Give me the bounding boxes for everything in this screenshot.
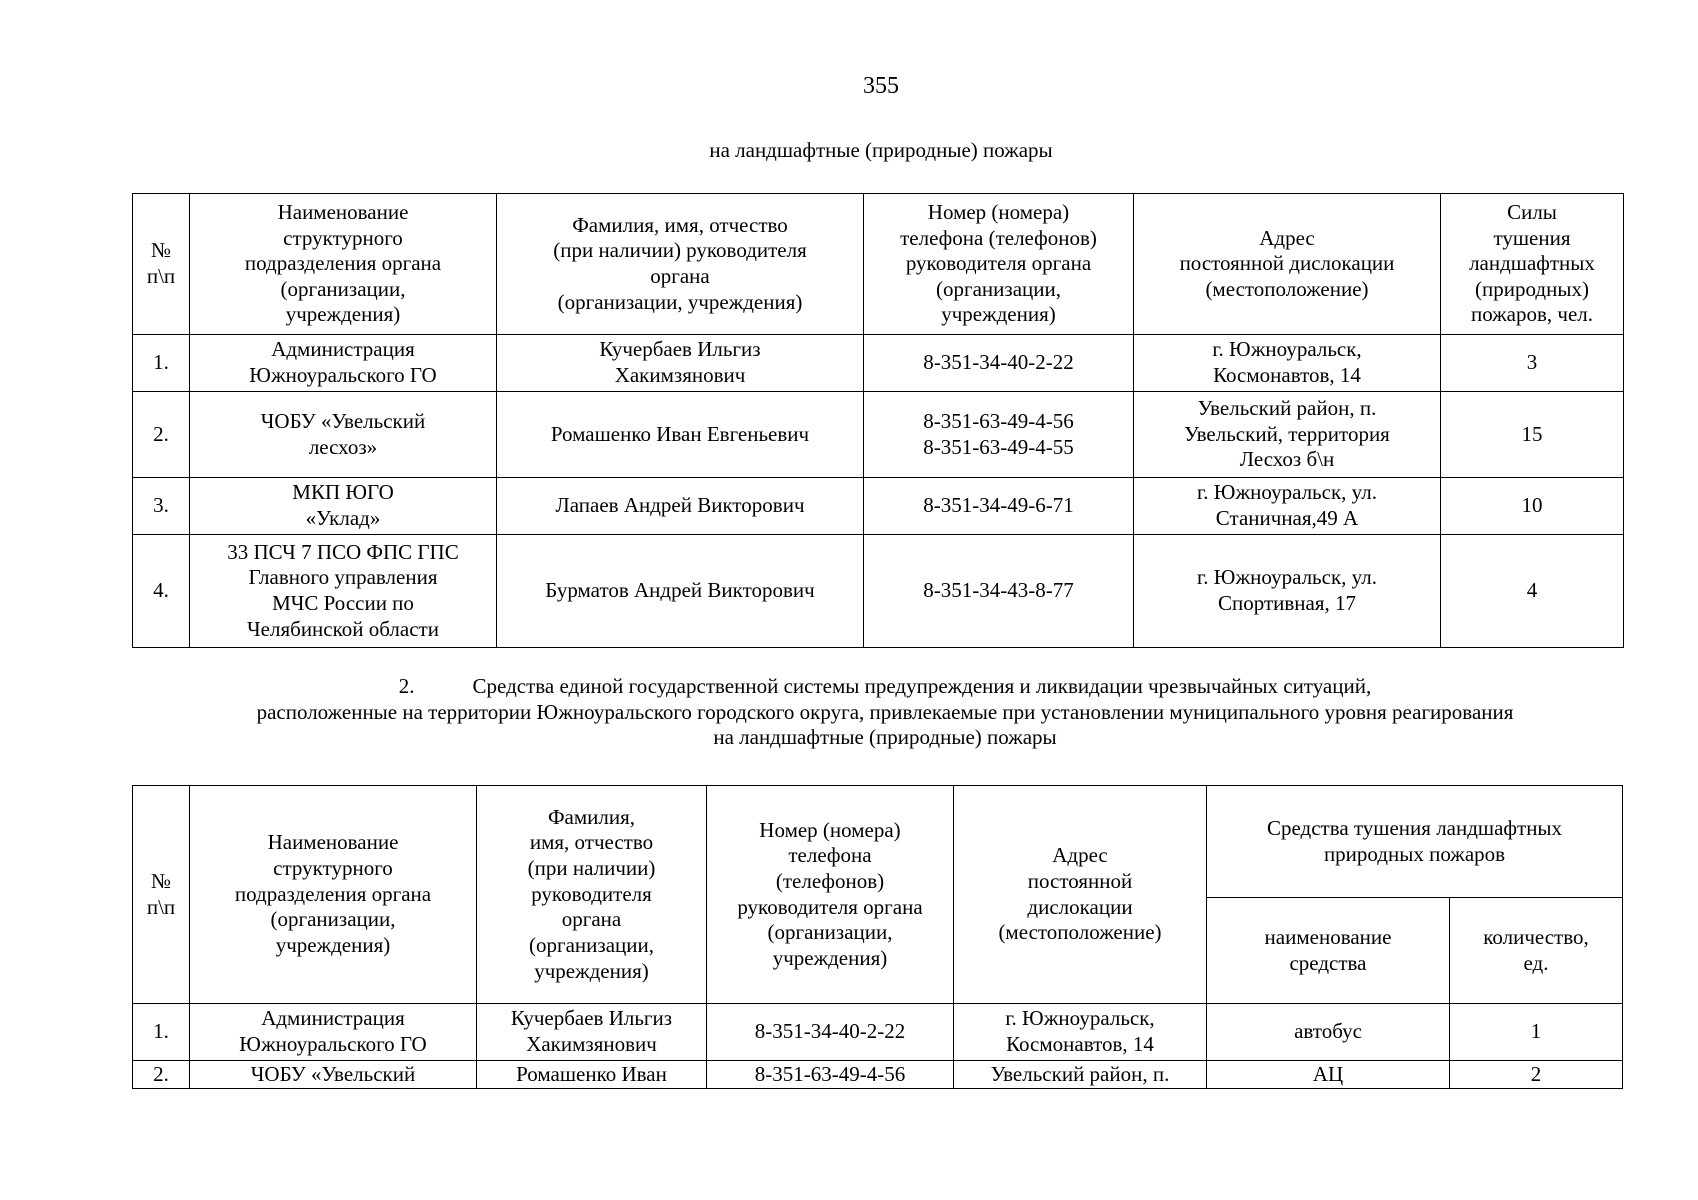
table-cell <box>133 1004 190 1061</box>
cell-line: 8-351-34-40-2-22 <box>923 350 1074 375</box>
table-row <box>133 392 1624 478</box>
table-cell <box>707 1061 954 1089</box>
table2-caption-line3: на ландшафтные (природные) пожары <box>713 725 1057 750</box>
cell-line: Главного управления <box>248 565 438 590</box>
cell-line: Фамилия, имя, отчество <box>572 212 788 237</box>
cell-line: постоянной дислокации <box>1179 251 1395 276</box>
cell-line: (организации, <box>767 920 893 945</box>
cell-line: г. Южноуральск, <box>1212 337 1362 362</box>
table-cell <box>1207 1004 1450 1061</box>
cell-line: подразделения органа <box>234 881 432 906</box>
cell-line: Администрация <box>261 1006 405 1031</box>
cell-line: (местоположение) <box>998 920 1162 945</box>
cell-line: Южноуральского ГО <box>249 363 437 387</box>
table2-caption-line2: расположенные на территории Южноуральского городского округа, привлекаемые при установлении муниципального уровня реагирования <box>256 699 1514 724</box>
table-cell <box>864 478 1134 535</box>
cell-line: ЧОБУ «Увельский <box>250 1061 416 1086</box>
table2-header-cell <box>954 786 1207 1004</box>
cell-line: Космонавтов, 14 <box>1006 1032 1154 1056</box>
cell-line: г. Южноуральск, <box>1005 1006 1155 1031</box>
cell-line: Наименование <box>267 830 399 855</box>
cell-line: Лесхоз б\н <box>1239 447 1335 472</box>
cell-line: (организации, учреждения) <box>557 289 803 314</box>
cell-line: тушения <box>1493 225 1571 250</box>
cell-line: 1. <box>153 350 169 375</box>
cell-line: МКП ЮГО <box>292 480 394 505</box>
table1-header-cell <box>864 194 1134 335</box>
table-cell <box>133 392 190 478</box>
table2-header-cell <box>707 786 954 1004</box>
table-cell <box>1441 535 1624 648</box>
table-cell <box>133 535 190 648</box>
table-cell <box>190 1061 477 1089</box>
table-cell <box>1134 392 1441 478</box>
cell-line: 8-351-34-49-6-71 <box>923 493 1074 518</box>
cell-line: Челябинской области <box>247 616 439 641</box>
table-cell <box>497 392 864 478</box>
cell-line: 8-351-63-49-4-56 <box>754 1061 906 1086</box>
table2-subheader-cell <box>1450 898 1623 1004</box>
table-row <box>133 535 1624 648</box>
table-row <box>133 1061 1623 1089</box>
cell-line: АЦ <box>1312 1061 1344 1086</box>
cell-line: 2. <box>153 421 169 446</box>
table-cell <box>1441 335 1624 392</box>
table-cell <box>1450 1061 1623 1089</box>
table1-header-cell <box>190 194 497 335</box>
cell-line: средства <box>1289 950 1367 975</box>
cell-line: ландшафтных <box>1469 251 1595 276</box>
table-cell <box>864 392 1134 478</box>
cell-line: структурного <box>283 225 403 250</box>
table-cell <box>190 392 497 478</box>
cell-line: 2 <box>1530 1061 1542 1086</box>
cell-line: 4 <box>1526 578 1538 603</box>
cell-line: учреждения) <box>772 945 888 970</box>
cell-line: учреждения) <box>285 302 401 327</box>
table-cell <box>1450 1004 1623 1061</box>
cell-line: Номер (номера) <box>759 817 901 842</box>
table-cell <box>954 1004 1207 1061</box>
table1-header-cell <box>133 194 190 335</box>
table-cell <box>133 1061 190 1089</box>
table-row <box>133 335 1624 392</box>
table-cell <box>1134 535 1441 648</box>
cell-line: 33 ПСЧ 7 ПСО ФПС ГПС <box>227 539 459 564</box>
cell-line: имя, отчество <box>529 830 654 855</box>
table-cell <box>477 1061 707 1089</box>
table-cell <box>497 335 864 392</box>
cell-line: 8-351-34-43-8-77 <box>923 578 1074 603</box>
cell-line: Номер (номера) <box>927 199 1070 224</box>
table2-header-cell <box>477 786 707 1004</box>
cell-line: подразделения органа <box>244 251 442 276</box>
table-cell <box>707 1004 954 1061</box>
cell-line: Увельский район, п. <box>990 1061 1170 1086</box>
cell-line: природных пожаров <box>1323 841 1506 866</box>
page-number: 355 <box>863 73 899 99</box>
cell-line: № <box>150 868 172 893</box>
table-cell <box>497 478 864 535</box>
cell-line: постоянной <box>1027 868 1133 893</box>
cell-line: 8-351-63-49-4-55 <box>923 434 1074 459</box>
table2-header-cell <box>133 786 190 1004</box>
table-cell <box>190 478 497 535</box>
table1-caption: на ландшафтные (природные) пожары <box>709 138 1053 162</box>
table-cell <box>1441 478 1624 535</box>
cell-line: автобус <box>1294 1019 1362 1044</box>
cell-line: Фамилия, <box>547 804 636 829</box>
table1-header-cell <box>1441 194 1624 335</box>
table1-header-row <box>133 194 1624 335</box>
cell-line: Ромашенко Иван Евгеньевич <box>550 421 810 446</box>
cell-line: п\п <box>146 264 176 288</box>
cell-line: 15 <box>1521 421 1543 446</box>
section-number: 2. <box>398 674 415 698</box>
table-cell <box>497 535 864 648</box>
cell-line: г. Южноуральск, ул. <box>1197 480 1377 505</box>
cell-line: 3. <box>153 493 169 518</box>
cell-line: Хакимзянович <box>614 363 746 387</box>
cell-line: г. Южноуральск, ул. <box>1197 565 1377 590</box>
cell-line: руководителя органа <box>905 251 1092 276</box>
table-cell <box>190 535 497 648</box>
cell-line: Адрес <box>1052 843 1108 868</box>
cell-line: ед. <box>1523 950 1549 975</box>
cell-line: (телефонов) <box>775 868 885 893</box>
cell-line: 1. <box>153 1019 169 1044</box>
cell-line: Космонавтов, 14 <box>1213 363 1361 387</box>
cell-line: Хакимзянович <box>526 1032 657 1056</box>
cell-line: Силы <box>1507 199 1557 224</box>
cell-line: 8-351-63-49-4-56 <box>923 408 1074 433</box>
cell-line: «Уклад» <box>305 506 381 530</box>
table-cell <box>864 335 1134 392</box>
cell-line: учреждения) <box>941 302 1056 327</box>
table-cell <box>477 1004 707 1061</box>
table2-subheader-cell <box>1207 898 1450 1004</box>
cell-line: наименование <box>1264 924 1392 949</box>
table-cell <box>1207 1061 1450 1089</box>
table-cell <box>133 478 190 535</box>
cell-line: 3 <box>1526 350 1538 375</box>
cell-line: 1 <box>1530 1019 1542 1044</box>
table2-group-header <box>1207 786 1623 898</box>
cell-line: Станичная,49 А <box>1215 506 1359 530</box>
cell-line: Кучербаев Ильгиз <box>510 1006 673 1031</box>
cell-line: № <box>150 238 172 263</box>
cell-line: учреждения) <box>534 958 649 983</box>
table-1 <box>132 193 1624 648</box>
cell-line: 10 <box>1521 493 1543 518</box>
cell-line: Увельский район, п. <box>1197 396 1377 421</box>
cell-line: 8-351-34-40-2-22 <box>754 1019 906 1044</box>
cell-line: пожаров, чел. <box>1470 302 1594 327</box>
cell-line: лесхоз» <box>308 434 378 459</box>
cell-line: п\п <box>146 894 176 919</box>
cell-line: (природных) <box>1475 276 1589 301</box>
table-cell <box>1134 335 1441 392</box>
cell-line: Спортивная, 17 <box>1217 591 1357 615</box>
table-cell <box>190 335 497 392</box>
table-2 <box>132 785 1623 1089</box>
table-cell <box>954 1061 1207 1089</box>
cell-line: Ромашенко Иван <box>516 1061 667 1086</box>
cell-line: Лапаев Андрей Викторович <box>555 493 805 518</box>
cell-line: Южноуральского ГО <box>239 1032 427 1056</box>
table2-header-cell <box>190 786 477 1004</box>
cell-line: органа <box>650 264 710 288</box>
cell-line: Средства тушения ландшафтных <box>1266 815 1563 840</box>
cell-line: структурного <box>273 856 393 881</box>
table-cell <box>1134 478 1441 535</box>
cell-line: Увельский, территория <box>1184 421 1390 446</box>
cell-line: (местоположение) <box>1205 276 1369 301</box>
cell-line: (организации, <box>529 932 654 957</box>
cell-line: руководителя органа <box>737 894 923 919</box>
cell-line: Администрация <box>271 337 415 362</box>
table2-header-row <box>133 786 1623 898</box>
cell-line: Адрес <box>1259 225 1315 250</box>
table-cell <box>1441 392 1624 478</box>
table-cell <box>133 335 190 392</box>
cell-line: органа <box>561 907 622 932</box>
cell-line: количество, <box>1483 924 1589 949</box>
table1-body <box>133 335 1624 648</box>
table-cell <box>190 1004 477 1061</box>
cell-line: Наименование <box>277 199 409 224</box>
cell-line: 4. <box>153 578 169 603</box>
table1-header-cell <box>1134 194 1441 335</box>
cell-line: руководителя <box>531 881 652 906</box>
cell-line: учреждения) <box>275 932 391 957</box>
cell-line: (при наличии) <box>527 856 656 881</box>
table-row <box>133 1004 1623 1061</box>
table-cell <box>864 535 1134 648</box>
table1-header-cell <box>497 194 864 335</box>
table2-caption-line1: 2. Средства единой государственной системы предупреждения и ликвидации чрезвычайных ситуаций, <box>398 674 1372 698</box>
cell-line: телефона (телефонов) <box>900 225 1097 250</box>
table2-body <box>133 1004 1623 1089</box>
table2-caption <box>150 674 1620 751</box>
cell-line: (при наличии) руководителя <box>553 238 807 263</box>
cell-line: Кучербаев Ильгиз <box>599 337 761 362</box>
cell-line: (организации, <box>936 276 1061 301</box>
cell-line: ЧОБУ «Увельский <box>260 408 426 433</box>
cell-line: 2. <box>153 1061 169 1086</box>
cell-line: телефона <box>788 843 872 868</box>
cell-line: МЧС России по <box>272 591 414 615</box>
cell-line: Бурматов Андрей Викторович <box>545 578 815 603</box>
table-row <box>133 478 1624 535</box>
cell-line: (организации, <box>270 907 396 932</box>
cell-line: дислокации <box>1027 894 1133 919</box>
cell-line: (организации, <box>280 276 406 301</box>
